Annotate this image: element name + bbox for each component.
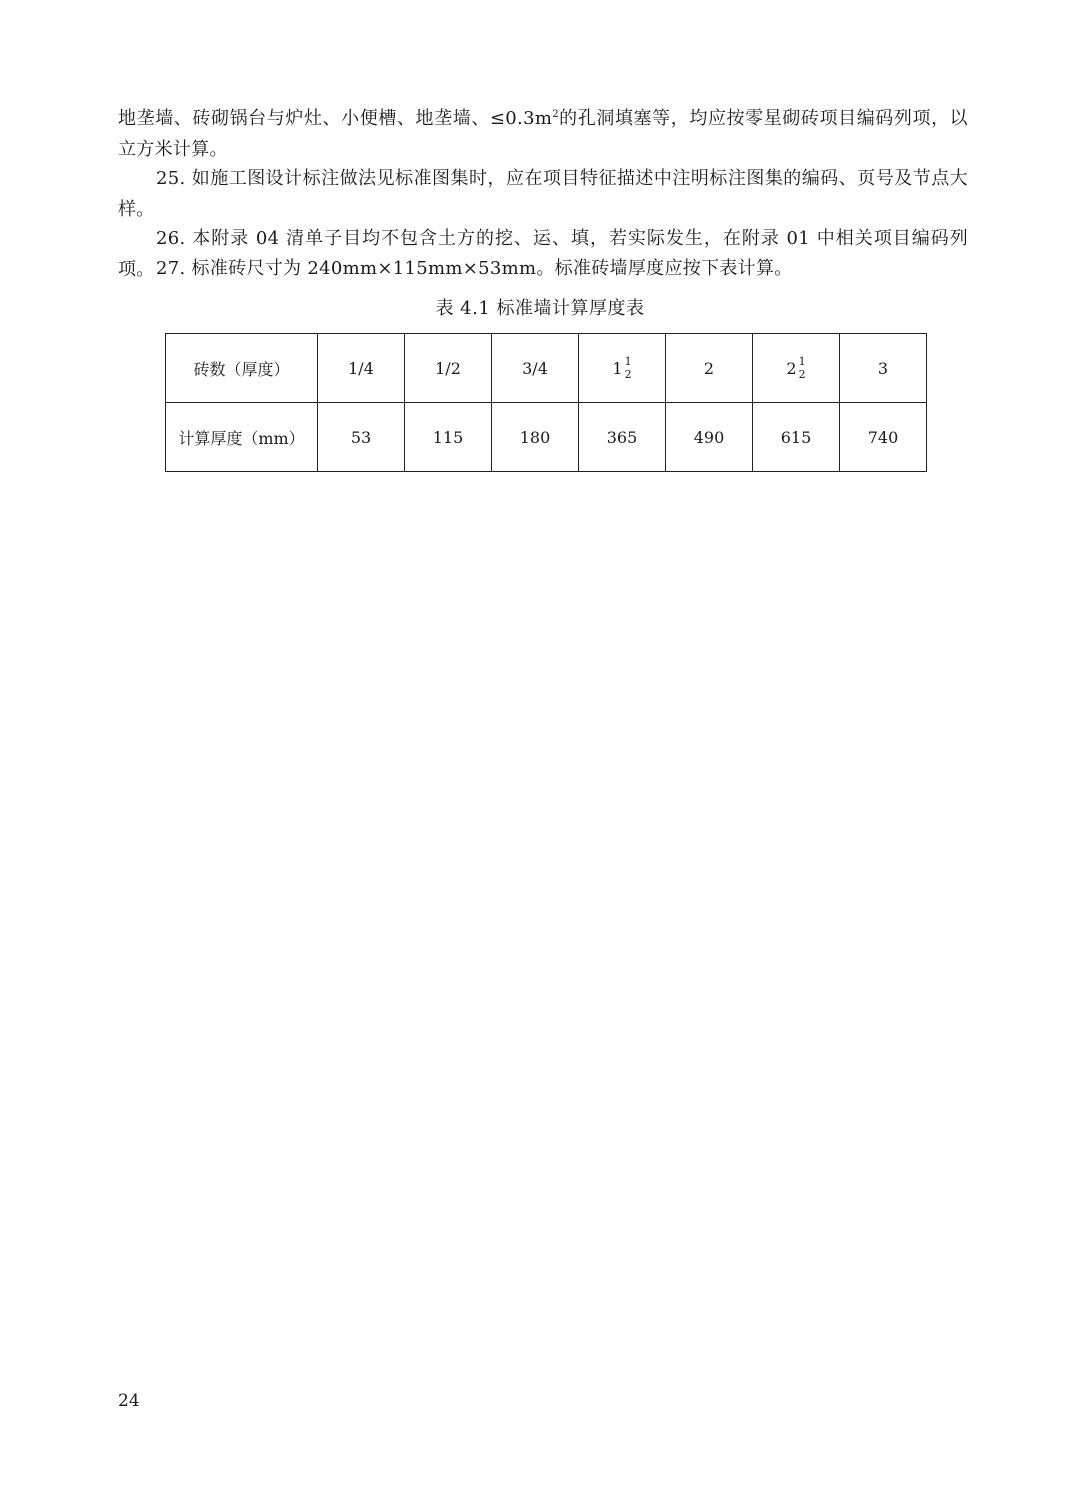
fraction-numerator: 1: [624, 355, 632, 368]
fraction-denominator: 2: [624, 368, 632, 381]
superscript-2: 2: [552, 109, 559, 120]
brick-count-cell: [753, 334, 840, 403]
brick-count-cell: 3: [840, 334, 927, 403]
paragraph-text: 地垄墙、砖砌锅台与炉灶、小便槽、地垄墙、≤0.3m: [118, 108, 553, 129]
paragraph-27: 27. 标准砖尺寸为 240mm×115mm×53mm。标准砖墙厚度应按下表计算。: [156, 258, 793, 279]
row-header-thickness: 计算厚度（mm）: [166, 403, 318, 472]
brick-count-cell: [579, 334, 666, 403]
thickness-cell: 180: [492, 403, 579, 472]
row-header-brick-count: 砖数（厚度）: [166, 334, 318, 403]
paragraph-text: 的孔洞填塞等，均应按零星砌砖项目编码列项，以立方米计算。: [118, 108, 968, 160]
mixed-fraction: [612, 355, 631, 381]
thickness-cell: 115: [405, 403, 492, 472]
paragraph-24-continued: [118, 103, 968, 165]
thickness-cell: 740: [840, 403, 927, 472]
fraction-whole: 2: [786, 358, 797, 378]
brick-count-cell: 1/2: [405, 334, 492, 403]
thickness-cell: 53: [318, 403, 405, 472]
brick-count-cell: 1/4: [318, 334, 405, 403]
paragraph-26: 26. 本附录 04 清单子目均不包含土方的挖、运、填，若实际发生，在附录 01 中相关项目编码列项。: [118, 228, 968, 280]
table-caption: 表 4.1 标准墙计算厚度表: [435, 298, 645, 319]
thickness-cell: 365: [579, 403, 666, 472]
fraction-denominator: 2: [798, 368, 806, 381]
thickness-cell: 615: [753, 403, 840, 472]
table-row-bricks: [166, 334, 927, 403]
paragraph-25: 25. 如施工图设计标注做法见标准图集时，应在项目特征描述中注明标注图集的编码、页号及节点大样。: [118, 168, 968, 220]
fraction-numerator: 1: [798, 355, 806, 368]
thickness-cell: 490: [666, 403, 753, 472]
brick-count-cell: 3/4: [492, 334, 579, 403]
fraction-whole: 1: [612, 358, 623, 378]
page-number: 24: [118, 1391, 140, 1411]
table-row-thickness: [166, 403, 927, 472]
mixed-fraction: [786, 355, 805, 381]
wall-thickness-table: [165, 333, 927, 472]
brick-count-cell: 2: [666, 334, 753, 403]
